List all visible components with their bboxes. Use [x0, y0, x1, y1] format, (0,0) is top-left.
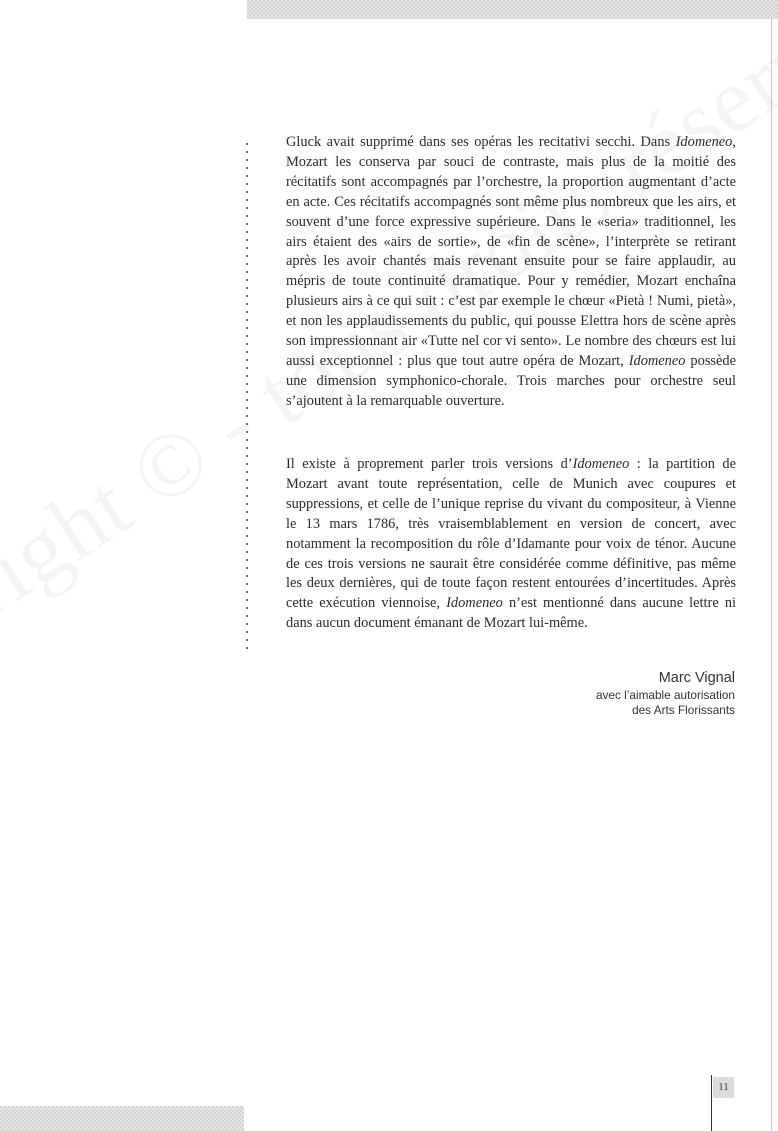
dotted-margin-rule: [244, 140, 250, 655]
italic-title-text: Idomeneo: [675, 134, 733, 150]
author-name: Marc Vignal: [658, 670, 735, 686]
page-edge-line: [771, 19, 772, 1131]
paragraph-text: n’est mentionné dans aucune lettre ni dans aucun document émanant de Mozart lui-même.: [286, 595, 737, 632]
credit-line-1: avec l’aimable autorisation: [595, 688, 735, 702]
paragraph-text: possède une dimension symphonico-chorale. Trois marches pour orchestre seul s’ajoutent à la remarquable ouverture.: [286, 352, 736, 409]
article-paragraph-2: [286, 455, 736, 634]
bottom-decorative-band: [0, 1106, 244, 1131]
top-decorative-band: [247, 0, 778, 19]
italic-title-text: Idomeneo: [628, 352, 686, 369]
article-paragraph-1: [286, 133, 736, 412]
author-signature: [596, 668, 735, 718]
paragraph-text: Gluck avait supprimé dans ses opéras les recitativi secchi. Dans: [286, 134, 676, 150]
italic-title-text: Idomeneo: [446, 595, 503, 612]
paragraph-text: Il existe à proprement parler trois versions d’: [286, 456, 573, 472]
paragraph-text: : la partition de Mozart avant toute représentation, celle de Munich avec coupures et suppressions, et celle de l’unique reprise du vivant du compositeur, à Vienne le 13 mars 1786, très vraisemblablement en version de concert, avec notamment la recomposition du rôle d’Idamante pour voix de ténor. Aucune de ces trois versions ne saurait être considérée comme définitive, pas même les deux dernières, qui de toute façon restent entourées d’incertitudes. Après cette exécution viennoise,: [286, 456, 736, 612]
page-number-rule: [711, 1075, 712, 1131]
paragraph-text: , Mozart les conserva par souci de contraste, mais plus de la moitié des récitatifs sont accompagnés par l’orchestre, la proportion augmentant d’acte en acte. Ces récitatifs accompagnés sont même plus nombreux que les airs, et souvent d’une force expressive supérieure. Dans le «seria» traditionnel, les airs étaient des «airs de sortie», de «fin de scène», l’interprète se retirant après les avoir chantés mais revenant ensuite pour se faire applaudir, au mépris de toute continuité dramatique. Pour y remédier, Mozart enchaîna plusieurs airs à ce qui suit : c’est par exemple le chœur «Pietà ! Numi, pietà», et non les applaudissements du public, qui pousse Elettra hors de scène après son impressionnant air «Tutte nel cor vi sento». Le nombre des chœurs est lui aussi exceptionnel : plus que tout autre opéra de Mozart,: [286, 134, 736, 369]
italic-title-text: Idomeneo: [572, 456, 630, 472]
credit-line-2: des Arts Florissants: [632, 703, 735, 717]
page-number: 11: [713, 1077, 734, 1098]
